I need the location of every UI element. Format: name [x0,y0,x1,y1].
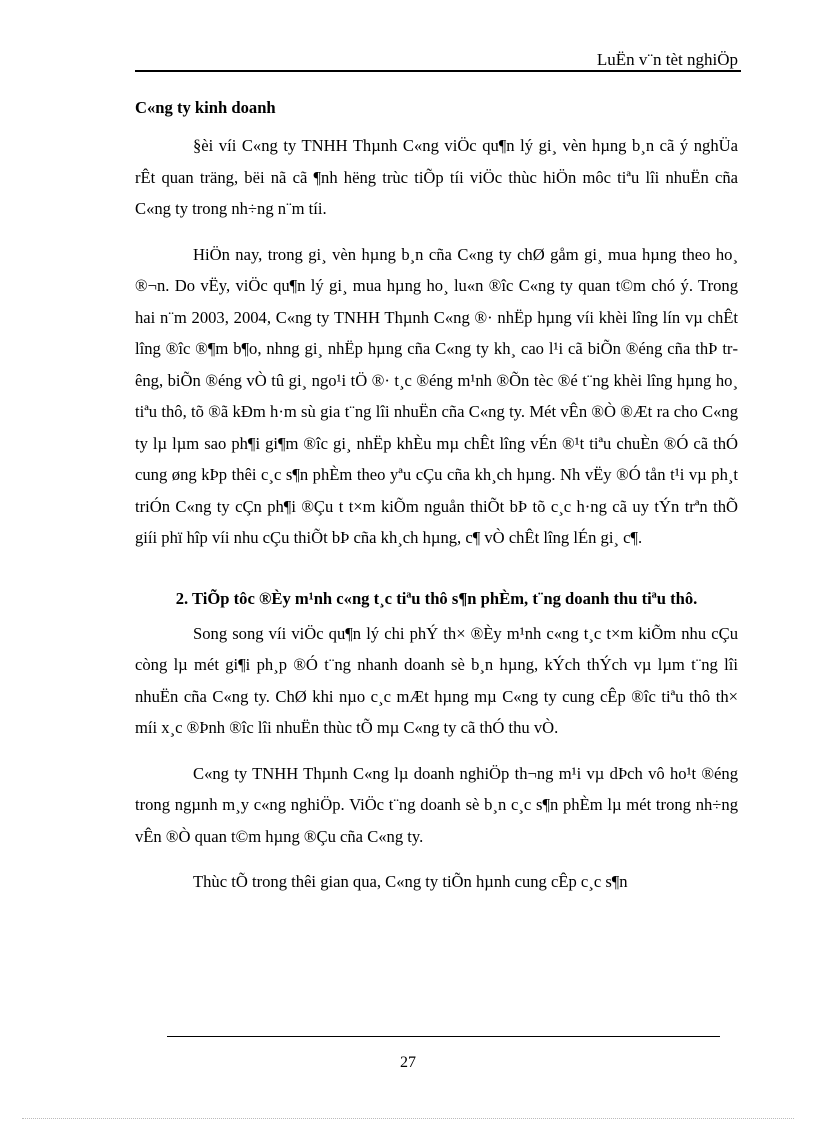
paragraph-3: Song song víi viÖc qu¶n lý chi phÝ th× ®Èy m¹nh c«ng t¸c t×m kiÕm nhu cÇu còng lµ mét gi¶i ph¸p ®Ó t¨ng nhanh doanh sè b¸n hµng, kÝch thÝch vµ lµm t¨ng lîi nhuËn cña C«ng ty. ChØ khi nµo c¸c mÆt hµng mµ C«ng ty cung cÊp ®îc tiªu thô th× míi x¸c ®Þnh ®îc lîi nhuËn thùc tÕ mµ C«ng ty cã thÓ thu vÒ. [135,623,738,737]
header-rule [135,70,741,72]
section-title: C«ng ty kinh doanh [135,98,276,117]
paragraph-2: HiÖn nay, trong gi¸ vèn hµng b¸n cña C«ng ty chØ gåm gi¸ mua hµng theo ho¸ ®¬n. Do vËy, viÖc qu¶n lý gi¸ mua hµng ho¸ lu«n ®îc C«ng ty quan t©m chó ý. Trong hai n¨m 2003, 2004, C«ng ty TNHH Thµnh C«ng ®· nhËp hµng víi khèi lîng lín vµ chÊt lîng ®îc ®¶m b¶o, nhng gi¸ nhËp hµng cña C«ng ty kh¸ cao l¹i cã biÕn ®éng cña thÞ trêng, biÕn ®éng vÒ tû gi¸ ngo¹i tÖ ®· t¸c ®éng m¹nh ®Õn tèc ®é t¨ng khèi lîng hµng ho¸ tiªu thô, tõ ®ã kÐm h·m sù gia t¨ng lîi nhuËn cña C«ng ty. Mét vÊn ®Ò ®Æt ra cho C«ng ty lµ lµm sao ph¶i gi¶m ®îc gi¸ nhËp khÈu mµ chÊt lîng vÉn ®¹t tiªu chuÈn ®Ó cã thÓ cung øng kÞp thêi c¸c s¶n phÈm theo yªu cÇu cña kh¸ch hµng. Nh vËy ®Ó tån t¹i vµ ph¸t triÓn C«ng ty cÇn ph¶i ®Çu t t×m kiÕm nguån thiÕt bÞ tõ c¸c h·ng cã uy tÝn trªn thÕ giíi phï hîp víi nhu cÇu thiÕt bÞ cña kh¸ch hµng, c¶ vÒ chÊt lîng lÉn gi¸ c¶. [135,244,738,547]
footer-rule [167,1036,720,1037]
paragraph-5: Thùc tÕ trong thêi gian qua, C«ng ty tiÕn hµnh cung cÊp c¸c s¶n [193,872,628,891]
page-body [135,96,738,898]
page-number: 27 [400,1054,416,1071]
page-bottom-dotted-border [22,1118,794,1119]
section-heading-2: 2. TiÕp tôc ®Èy m¹nh c«ng t¸c tiªu thô s¶n phÈm, t¨ng doanh thu tiªu thô. [175,588,698,608]
paragraph-1: §èi víi C«ng ty TNHH Thµnh C«ng viÖc qu¶n lý gi¸ vèn hµng b¸n cã ý nghÜa rÊt quan träng, bëi nã cã ¶nh hëng trùc tiÕp tíi viÖc thùc hiÖn môc tiªu lîi nhuËn cña C«ng ty trong nh÷ng n¨m tíi. [135,136,738,218]
paragraph-4: C«ng ty TNHH Thµnh C«ng lµ doanh nghiÖp th¬ng m¹i vµ dÞch vô ho¹t ®éng trong ngµnh m¸y c«ng nghiÖp. ViÖc t¨ng doanh sè b¸n c¸c s¶n phÈm lµ mét trong nh÷ng vÊn ®Ò quan t©m hµng ®Çu cña C«ng ty. [135,763,738,846]
running-header-title: LuËn v¨n tèt nghiÖp [596,50,738,69]
